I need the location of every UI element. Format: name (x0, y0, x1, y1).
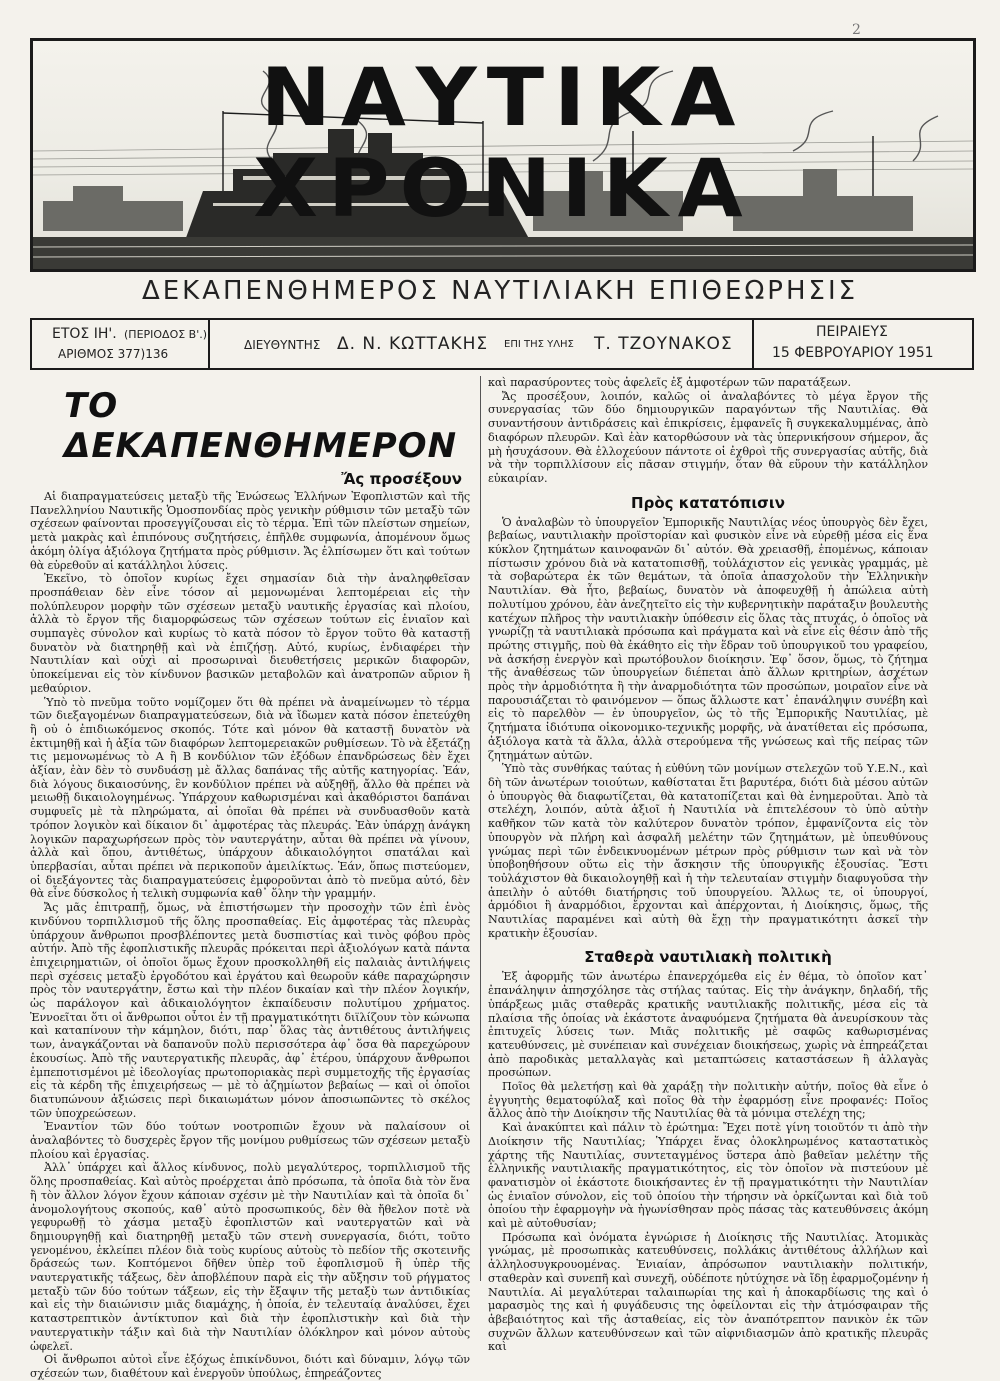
left-column (30, 376, 470, 1381)
right-column (488, 376, 928, 1354)
section-heading: Πρὸς κατατόπισιν (631, 493, 785, 512)
section-heading: Σταθερὰ ναυτιλιακὴ πολιτικὴ (584, 948, 832, 967)
director-label: ΔΙΕΥΘΥΝΤΗΣ (244, 338, 321, 352)
paragraph: Ἐξ ἀφορμῆς τῶν ἀνωτέρω ἐπανερχόμεθα εἰς ἐν θέμα, τὸ ὁποῖον κατ᾽ ἐπανάληψιν ἀπησχόλησε τὰς στήλας ταύτας. Εἰς τὴν ἀνάγκην, δηλαδή, τῆς ὑπάρξεως μιᾶς σταθερᾶς κρατικῆς ναυτιλιακῆς πολιτικῆς, μέσα εἰς τὰ πλαίσια τῆς ὁποίας νὰ ἑκάστοτε ἀναφυόμενα ζητήματα θὰ ἀνευρίσκουν τὰς ἐπιτυχεῖς λύσεις των. Μιᾶς πολιτικῆς μὲ σαφῶς καθωρισμένας κατευθύνσεις, μὲ συνέπειαν καὶ συνέχειαν διοικήσεως, χωρὶς νὰ ἐπηρεάζεται ἀπὸ παροδικὰς μεταλλαγὰς καὶ μεταπτώσεις καταστάσεων ἢ ἀλλαγὰς προσώπων. (488, 970, 928, 1080)
period-label: (ΠΕΡΙΟΔΟΣ Β'.) (124, 328, 208, 341)
issue-date: 15 ΦΕΒΡΟΥΑΡΙΟΥ 1951 (772, 345, 934, 361)
paragraph: Ἀλλ᾽ ὑπάρχει καὶ ἄλλος κίνδυνος, πολὺ μεγαλύτερος, τορπιλλισμοῦ τῆς ὅλης προσπαθείας. Καὶ αὐτὸς προέρχεται ἀπὸ πρόσωπα, τὰ ὁποῖα διὰ τὸν ἕνα ἢ τὸν ἄλλον λόγον ἔχουν κάποιαν σχέσιν μὲ τὴν Ναυτιλίαν καὶ τὰ ὁποῖα δι᾽ ἀνομολογήτους σκοπούς, καθ᾽ αὐτὸ προσωπικούς, δὲν θὰ ἤθελον ποτὲ νὰ γεφυρωθῇ τὸ χάσμα μεταξὺ ἐφοπλιστῶν καὶ ναυτεργατῶν καὶ νὰ δημιουργηθῇ καὶ διατηρηθῇ μεταξὺ τῶν στενὴ συνεργασία, διότι, τοῦτο γενομένου, ἐκλείπει πλέον διὰ τοὺς κυρίους αὐτοὺς τὸ πεδίον τῆς σκοτεινῆς δράσεώς των. Κοπτόμενοι δῆθεν ὑπὲρ τοῦ ἐφοπλισμοῦ ἢ ὑπὲρ τῆς ναυτεργατικῆς τάξεως, δὲν ἀποβλέπουν παρὰ εἰς τὴν αὔξησιν τοῦ ρήγματος μεταξὺ τῶν δύο τούτων τάξεων, εἰς τὴν ἔξαψιν τῆς μεταξὺ των ἀντιδικίας καὶ εἰς τὴν διαιώνισιν μιᾶς διαμάχης, ἡ ὁποία, ἐν τελευταίᾳ ἀναλύσει, ἔχει καταστρεπτικὸν ἀντίκτυπον καὶ διὰ τὴν ἐφοπλιστικὴν καὶ διὰ τὴν ναυτεργατικὴν τάξιν καὶ διὰ τὴν Ναυτιλίαν ὁλόκληρον καὶ μόνον αὐτοὺς ὠφελεῖ. (30, 1161, 470, 1353)
paragraph: Καὶ ἀνακύπτει καὶ πάλιν τὸ ἐρώτημα: Ἔχει ποτὲ γίνη τοιοῦτόν τι ἀπὸ τὴν Διοίκησιν τῆς Ναυτιλίας; Ὑπάρχει ἕνας ὁλοκληρωμένος καταστατικὸς χάρτης τῆς Ναυτιλίας, συντεταγμένος ὕστερα ἀπὸ βαθεῖαν μελέτην τῆς ἑλληνικῆς ναυτιλιακῆς πραγματικότητος, εἰς τὸν ὁποῖον νὰ πιστεύουν μὲ φανατισμὸν οἱ ἑκάστοτε διοικήσαντες ἐν τῇ πραγματικότητι τὴν Ναυτιλίαν ὡς ἑνιαῖον σύνολον, εἰς τοῦ ὁποίου τὴν τήρησιν νὰ ὁρκίζωνται καὶ διὰ τοῦ ὁποίου τὴν ἐφαρμογὴν νὰ ἠγωνίσθησαν πρὸς πάσας τὰς κατευθύνσεις ἀκόμη καὶ μὲ αὐτοθυσίαν; (488, 1121, 928, 1231)
paragraph: Ὁ ἀναλαβὼν τὸ ὑπουργεῖον Ἐμπορικῆς Ναυτιλίας νέος ὑπουργὸς δὲν ἔχει, βεβαίως, ναυτιλιακὴν προϊστορίαν καὶ φυσικὸν εἶνε νὰ εὑρεθῇ μέσα εἰς ἕνα κύκλον ζητημάτων καινοφανῶν δι᾽ αὐτόν. Θὰ χρειασθῇ, ἑπομένως, κάποιαν πίστωσιν χρόνου διὰ νὰ κατατοπισθῇ, τοὐλάχιστον εἰς γενικὰς γραμμάς, μὲ τὰ σοβαρώτερα ἐκ τῶν θεμάτων, τὰ ὁποῖα ἀπασχολοῦν τὴν Ἑλληνικὴν Ναυτιλίαν. Θὰ ἦτο, βεβαίως, δυνατὸν νὰ ἀποφευχθῇ ἡ ἀπώλεια αὐτὴ πολυτίμου χρόνου, ἐὰν ἀνεζητεῖτο εἰς τὴν κυβερνητικὴν παράταξιν βουλευτὴς κατέχων πλῆρος τὴν ναυτιλιακὴν ὑπόθεσιν εἰς ὅλας τὰς πτυχάς, ὁ ὁποῖος νὰ γνωρίζῃ τὰ ναυτιλιακὰ πρόσωπα καὶ πράγματα καὶ νὰ εἶνε εἰς θέσιν ἀπὸ τῆς πρώτης στιγμῆς, ποὺ θὰ ἐκάθητο εἰς τὴν ἕδραν τοῦ ὑπουργικοῦ του γραφείου, νὰ ἀσκήσῃ ἐνεργὸν καὶ πρωτόβουλον διοίκησιν. Ἐφ᾽ ὅσον, ὅμως, τὸ ζήτημα τῆς ἀναθέσεως τῶν ὑπουργείων διέπεται ἀπὸ ἄλλων κριτηρίων, ἀσχέτων πρὸς τὴν ἁρμοδιότητα ἢ τὴν ἀναρμοδιότητα τῶν προσώπων, μοιραῖον εἶνε νὰ παρουσιάζεται τὸ φαινόμενον — ὅπως ἄλλωστε κατ᾽ ἐπανάληψιν συνέβη καὶ εἰς τὸ παρελθὸν — ἐν ὑπουργεῖον, ὡς τὸ τῆς Ἐμπορικῆς Ναυτιλίας, μὲ ζητήματα ἰδιότυπα οἰκονομικο-τεχνικῆς μορφῆς, νὰ ἀνατίθεται εἰς πρόσωπα, ἀξιόλογα κατὰ τὰ ἄλλα, ἀλλὰ στερούμενα τῆς γνώσεως καὶ τῆς πείρας τῶν ζητημάτων αὐτῶν. (488, 515, 928, 762)
article-title: ΤΟ ΔΕΚΑΠΕΝΘΗΜΕΡΟΝ (64, 386, 458, 466)
section-heading: Ἄς προσέξουν (341, 470, 462, 488)
paragraph: Ὑπὸ τὸ πνεῦμα τοῦτο νομίζομεν ὅτι θὰ πρέπει νὰ ἀναμείνωμεν τὸ τέρμα τῶν διεξαγομένων διαπραγματεύσεων, διὰ νὰ ἴδωμεν κατὰ πόσον ἐπετεύχθη ἢ οὐ ὁ ἐπιδιωκόμενος σκοπός. Τότε καὶ μόνον θὰ καταστῇ δυνατὸν νὰ ἐκτιμηθῇ καὶ ἡ ἀξία τῶν διαφόρων λεπτομερειακῶν ρυθμίσεων. Τὸ νὰ ἐξετάζῃ τις μεμονωμένως τὸ Α ἢ Β κονδύλιον τῶν ἐξόδων ἐπανδρώσεως δὲν ἔχει ἀξίαν, ἐὰν δὲν τὸ συνδυάσῃ μὲ ἄλλας δαπάνας τῆς αὐτῆς κατηγορίας. Ἐάν, διὰ λόγους δικαιοσύνης, ἓν κονδύλιον πρέπει νὰ αὐξηθῇ, ἄλλο θὰ πρέπει νὰ μειωθῇ δικαιολογημένως. Ὑπάρχουν καθωρισμέναι καὶ ἀκαθόριστοι δαπάναι συμφυεῖς μὲ τὰ πληρώματα, αἱ ὁποῖαι θὰ πρέπει νὰ συνδυασθοῦν κατὰ τρόπον λογικὸν καὶ δίκαιον δι᾽ ἀμφοτέρας τὰς πλευράς. Ἐὰν ὑπάρχῃ ἀνάγκη λογικῶν παραχωρήσεων πρὸς τὸν ναυτεργάτην, αὗται θὰ πρέπει νὰ γίνουν, ἀλλὰ καὶ ὅπου, ἀντιθέτως, ὑπάρχουν ἀδικαιολόγητοι σπατάλαι καὶ ὑπερβασίαι, αὗται πρέπει νὰ περικοποῦν ἀμειλίκτως. Ἐάν, ὅπως πιστεύομεν, οἱ διεξάγοντες τὰς διαπραγματεύσεις ἐμφοροῦνται ἀπὸ τὸ πνεῦμα αὐτό, δὲν θὰ εἶνε δύσκολος ἡ τελικὴ συμφωνία καθ᾽ ὅλην τὴν γραμμήν. (30, 695, 470, 901)
paragraph: Ποῖος θὰ μελετήσῃ καὶ θὰ χαράξῃ τὴν πολιτικὴν αὐτήν, ποῖος θὰ εἶνε ὁ ἐγγυητὴς θεματοφύλαξ καὶ ποῖος θὰ τὴν ἐφαρμόσῃ εἶνε προφανές: Ποῖος ἄλλος ἀπὸ τὴν Διοίκησιν τῆς Ναυτιλίας θὰ τὰ μόνιμα στελέχη της; (488, 1080, 928, 1121)
material-editor: Τ. ΤΖΟΥΝΑΚΟΣ (594, 334, 733, 354)
page-number: 2 (852, 22, 861, 38)
paragraph: Ἐναντίον τῶν δύο τούτων νοοτροπιῶν ἔχουν νὰ παλαίσουν οἱ ἀναλαβόντες τὸ δυσχερὲς ἔργον τῆς μονίμου ρυθμίσεως τῶν σχέσεων μεταξὺ πλοίου καὶ ἐργασίας. (30, 1120, 470, 1161)
paragraph: καὶ παρασύροντες τοὺς ἀφελεῖς ἐξ ἀμφοτέρων τῶν παρατάξεων. (488, 376, 851, 389)
paragraph: Ἄς μᾶς ἐπιτραπῇ, ὅμως, νὰ ἐπιστήσωμεν τὴν προσοχὴν τῶν ἐπὶ ἑνὸς κινδύνου τορπιλλισμοῦ τῆς ὅλης προσπαθείας. Εἰς ἀμφοτέρας τὰς πλευρὰς ὑπάρχουν ἄνθρωποι προσβλέποντες μετὰ δυσπιστίας καὶ τινὸς φόβου πρὸς αὐτήν. Ἀπὸ τῆς ἐφοπλιστικῆς πλευρᾶς πρόκειται περὶ ἀξιολόγων κατὰ πάντα ἐπιχειρηματιῶν, οἱ ὁποῖοι ὅμως ἔχουν προσκολληθῆ εἰς παλαιὰς ἀντιλήψεις περὶ σχέσεις μεταξὺ ἐργοδότου καὶ ἐργάτου καὶ θεωροῦν κάθε παραχώρησιν πρὸς τὸν ναυτεργάτην, ἔστω καὶ τὴν πλέον δικαίαν καὶ τὴν πλέον λογικήν, ὡς παράλογον καὶ ἀδικαιολόγητον ἐκπαίδευσιν πολυτίμου χρήματος. Ἐννοεῖται ὅτι οἱ ἄνθρωποι οὗτοι ἐν τῇ πραγματικότητι διϊλίζουν τὸν κώνωπα καὶ καταπίνουν τὴν κάμηλον, διότι, παρ᾽ ὅλας τὰς ἀντιθέτους ἀντιλήψεις των, ἀναγκάζονται νὰ δαπανοῦν πολὺ περισσότερα ἀφ᾽ ὅσα θὰ παρεχώρουν ἑκουσίως. Ἀπὸ τῆς ναυτεργατικῆς πλευρᾶς, ἀφ᾽ ἑτέρου, ὑπάρχουν ἄνθρωποι ἐμπεποτισμένοι μὲ ἰδεολογίας πρωτοποριακὰς περὶ συμμετοχῆς τῆς ἐργασίας εἰς τὰ κέρδη τῆς ἐπιχειρήσεως — μὲ τὸ ἀζημίωτον βεβαίως — καὶ οἱ ὁποῖοι διατυπώνουν ἀξιώσεις περὶ δικαιωμάτων μόνον ἀποσιωπῶντες τὸ σκέλος τῶν ὑποχρεώσεων. (30, 901, 470, 1120)
masthead-subtitle: ΔΕΚΑΠΕΝΘΗΜΕΡΟΣ ΝΑΥΤΙΛΙΑΚΗ ΕΠΙΘΕΩΡΗΣΙΣ (141, 276, 859, 306)
paragraph: Αἱ διαπραγματεύσεις μεταξὺ τῆς Ἑνώσεως Ἑλλήνων Ἐφοπλιστῶν καὶ τῆς Πανελληνίου Ναυτικῆς Ὁμοσπονδίας πρὸς γενικὴν ρύθμισιν τῶν μεταξὺ τῶν σχέσεων φαίνονται προσεγγίζουσαι εἰς τὸ τέρμα. Ἐπὶ τῶν πλείστων σημείων, μετὰ μακρὰς καὶ ἐπιπόνους συζητήσεις, ἐπῆλθε συμφωνία, ἀπομένουν ὅμως ἀκόμη ὀλίγα ἀξιόλογα ζητήματα πρὸς ρύθμισιν. Ἄς ἐλπίσωμεν ὅτι καὶ τούτων θὰ εὑρεθοῦν αἱ κατάλληλοι λύσεις. (30, 490, 470, 572)
info-bar (30, 318, 974, 370)
paragraph: Ἄς προσέξουν, λοιπόν, καλῶς οἱ ἀναλαβόντες τὸ μέγα ἔργον τῆς συνεργασίας τῶν δύο δημιουργικῶν παραγόντων τῆς Ναυτιλίας. Θὰ συναντήσουν ἀντιδράσεις καὶ ἐπικρίσεις, ἐμφανεῖς ἢ συγκεκαλυμμένας, ἀπὸ διαφόρων πλευρῶν. Καὶ ἐὰν κατορθώσουν νὰ τὰς ὑπερνικήσουν σήμερον, ἄς μὴ ἡσυχάσουν. Θὰ ἐλλοχεύουν πάντοτε οἱ ἐχθροὶ τῆς συνεργασίας αὐτῆς, διὰ νὰ τὴν τορπιλλίσουν εἰς πᾶσαν στιγμήν, ὅταν θὰ εὕρουν τὴν κατάλληλον εὐκαιρίαν. (488, 389, 928, 485)
material-label: ΕΠΙ ΤΗΣ ΥΛΗΣ (504, 339, 574, 350)
info-separator (208, 320, 210, 368)
info-separator (752, 320, 754, 368)
paragraph: Πρόσωπα καὶ ὀνόματα ἐγνώρισε ἡ Διοίκησις τῆς Ναυτιλίας. Ἀτομικὰς γνώμας, μὲ προσωπικὰς κατευθύνσεις, πολλάκις ἀντιθέτους ἀλλήλων καὶ ἀλληλοσυγκρουομένας. Ἑνιαίαν, ἀπρόσωπον ναυτιλιακὴν πολιτικήν, σταθερὰν καὶ συνεπῆ καὶ συνεχῆ, οὐδέποτε ηὐτύχησε νὰ ἴδῃ ἐφαρμοζομένην ἡ Ναυτιλία. Αἱ μεγαλύτεραι ταλαιπωρίαι της καὶ ἡ ἀποκαρδίωσις της καὶ ὁ μαρασμὸς της καὶ ἡ φυγάδευσις της ὀφείλονται εἰς τὴν ἀτμόσφαιραν τῆς ἀβεβαιότητος καὶ τῆς ἀσταθείας, εἰς τὸν ἀναπότρεπτον πανικὸν ἐκ τῶν συχνῶν ἄλλων κατευθύνσεων καὶ τῶν αἰφνιδιασμῶν ἀπὸ κρατικῆς πλευρᾶς καὶ (488, 1230, 928, 1354)
masthead (30, 38, 976, 272)
issue-number: ΑΡΙΘΜΟΣ 377)136 (58, 347, 169, 361)
masthead-title: ΝΑΥΤΙΚΑ ΧΡΟΝΙΚΑ (253, 50, 753, 236)
paragraph: Οἱ ἄνθρωποι αὐτοὶ εἶνε ἐξόχως ἐπικίνδυνοι, διότι καὶ δύναμιν, λόγῳ τῶν σχέσεών των, διαθέτουν καὶ ἐνεργοῦν ὑπούλως, ἐπηρεάζοντες (30, 1353, 470, 1380)
director-name: Δ. Ν. ΚΩΤΤΑΚΗΣ (337, 334, 489, 354)
city-label: ΠΕΙΡΑΙΕΥΣ (816, 324, 888, 340)
year-label: ΕΤΟΣ ΙΗ'. (52, 326, 117, 342)
paragraph: Ὑπὸ τὰς συνθήκας ταύτας ἡ εὐθύνη τῶν μονίμων στελεχῶν τοῦ Υ.Ε.Ν., καὶ δὴ τῶν ἀνωτέρων τοιούτων, καθίσταται ἔτι βαρυτέρα, διότι διὰ μέσου αὐτῶν ὁ ὑπουργὸς θὰ διαφωτίζεται, θὰ κατατοπίζεται καὶ θὰ ἐνημεροῦται. Ἀπὸ τὰ στελέχη, λοιπόν, αὐτὰ ἀξιοῖ ἡ Ναυτιλία νὰ ἐπιτελέσουν τὸ ὑπὸ αὐτὴν καθῆκον τῶν κατὰ τὸν καλύτερον δυνατὸν τρόπον, ἐμφανίζοντα εἰς τὸν ὑπουργὸν νὰ πλήρη καὶ ἀσφαλῆ μελέτην τῶν ζητημάτων, μὲ ὑπευθύνους γνώμας περὶ τῶν ἐνδεικνυομένων μέτρων πρὸς ρύθμισιν των καὶ νὰ τὸν ὑποβοηθήσουν οὕτω εἰς τὴν ἄσκησιν τῆς ὑπουργικῆς ἐξουσίας. Ἔστι τοὐλάχιστον θὰ δικαιολογηθῇ καὶ ἡ τὴν τελευταίαν στιγμὴν διαφυγοῦσα τὴν ἀπειλὴν ὁ αὐτόθι διατήρησις τοῦ ὑπουργείου. Ἄλλως τε, οἱ ὑπουργοί, ἁρμόδιοι ἢ ἀναρμόδιοι, ἔρχονται καὶ ἀπέρχονται, ἡ Διοίκησις, ὅμως, τῆς Ναυτιλίας παραμένει καὶ αὐτὴ θὰ ἔχῃ τὴν πραγματικότητι ἀσκεῖ τὴν κρατικὴν ἐξουσίαν. (488, 762, 928, 940)
paragraph: Ἐκεῖνο, τὸ ὁποῖον κυρίως ἔχει σημασίαν διὰ τὴν ἀναληφθεῖσαν προσπάθειαν δὲν εἶνε τόσον αἱ μεμονωμέναι λεπτομέρειαι εἰς τὴν πολύπλευρον μορφὴν τῶν σχέσεων μεταξὺ ναυτικῆς ἐργασίας καὶ πλοίου, ἀλλὰ τὸ ἔργον τῆς διαμορφώσεως τῶν σχέσεων τούτων εἰς ἑνιαῖον καὶ συμπαγὲς σύνολον καὶ κυρίως τὸ κατὰ πόσον τὸ ἔργον τοῦτο θὰ καταστῇ δυνατὸν νὰ διατηρηθῇ καὶ νὰ ἐπιζήσῃ. Αὐτό, κυρίως, ἐνδιαφέρει τὴν Ναυτιλίαν καὶ οὐχὶ αἱ προσωριναὶ διευθετήσεις μερικῶν διαφορῶν, ὑποκείμεναι εἰς τὸν κίνδυνον βασικῶν μεταβολῶν καὶ ἀνατροπῶν αὔριον ἢ μεθαύριον. (30, 572, 470, 695)
column-rule (480, 376, 481, 1281)
